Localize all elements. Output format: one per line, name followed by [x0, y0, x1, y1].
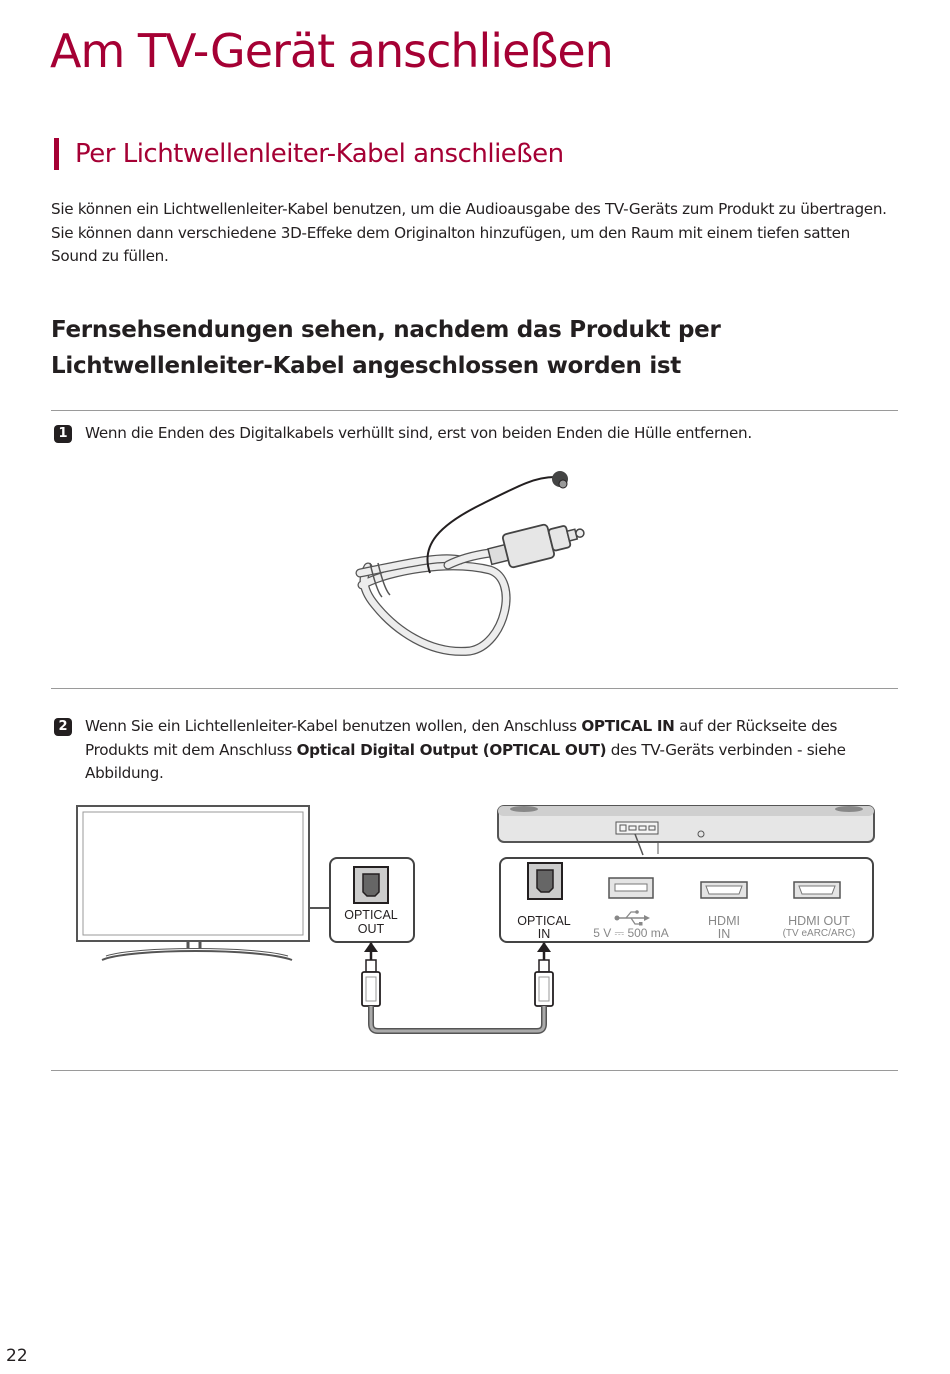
intro-line-2: Sie können dann verschiedene 3D-Effeke dem Originalton hinzufügen, um den Raum mit einem tiefen satten — [51, 223, 850, 242]
hdmi-out-label-line2: (TV eARC/ARC) — [782, 928, 856, 939]
optical-cable-connection — [362, 942, 553, 1031]
subheading — [51, 312, 721, 384]
subheading-line-2: Lichtwellenleiter-Kabel angeschlossen worden ist — [51, 353, 681, 379]
divider-bottom — [51, 1070, 898, 1071]
hdmi-in-label-line2: IN — [717, 927, 731, 941]
intro-line-1: Sie können ein Lichtwellenleiter-Kabel benutzen, um die Audioausgabe des TV-Geräts zum Produkt zu übertragen. — [51, 200, 887, 218]
divider-middle — [51, 688, 898, 689]
usb-label: 5 V ⎓ 500 mA — [593, 926, 669, 940]
page-title: Am TV-Gerät anschließen — [50, 24, 613, 78]
tv-port-label-line2: OUT — [357, 922, 385, 936]
intro-paragraph — [51, 198, 911, 269]
soundbar-port-panel — [500, 858, 873, 942]
subheading-line-1: Fernsehsendungen sehen, nachdem das Produkt per — [51, 317, 721, 343]
step-1-number: 1 — [54, 425, 72, 443]
tv-optical-out-port — [330, 858, 414, 942]
connection-diagram — [60, 798, 890, 1043]
step-2-text: Wenn Sie ein Lichtellenleiter-Kabel benutzen wollen, den Anschluss OPTICAL IN auf der Rückseite des Produkts mit dem Anschluss Optical Digital Output (OPTICAL OUT) des TV-Geräts verbinden - siehe Abbildung. — [85, 717, 846, 782]
optical-cable-illustration — [330, 455, 610, 670]
sb-optical-label-line1: OPTICAL — [517, 914, 571, 928]
divider-top — [51, 410, 898, 411]
hdmi-out-label-line1: HDMI OUT — [788, 914, 850, 928]
intro-line-3: Sound zu füllen. — [51, 247, 169, 265]
section-title: Per Lichtwellenleiter-Kabel anschließen — [54, 138, 564, 170]
step-2-number: 2 — [54, 718, 72, 736]
sb-optical-label-line2: IN — [537, 927, 551, 941]
hdmi-in-label-line1: HDMI — [708, 914, 740, 928]
soundbar-illustration — [498, 806, 874, 855]
page-number: 22 — [6, 1346, 28, 1366]
step-1-text: Wenn die Enden des Digitalkabels verhüllt sind, erst von beiden Enden die Hülle entfernen. — [85, 424, 752, 442]
tv-port-label-line1: OPTICAL — [344, 908, 398, 922]
tv-illustration — [77, 806, 330, 960]
